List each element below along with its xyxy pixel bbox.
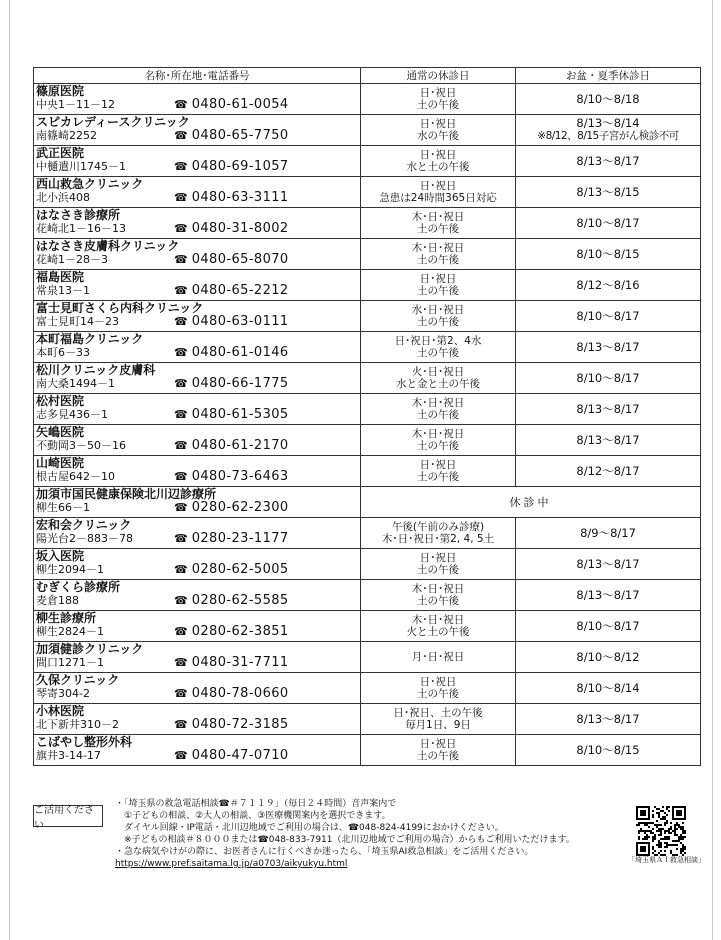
- summer-closure: [516, 177, 701, 208]
- summer-closure: [516, 208, 701, 239]
- closed-day-line: 日･祝日: [419, 118, 457, 130]
- table-row: [34, 394, 701, 425]
- closed-day-line: 日･祝日: [419, 552, 457, 564]
- footer-url-link[interactable]: https://www.pref.saitama.lg.jp/a0703/aikyukyu.html: [115, 859, 348, 869]
- closed-day-line: 月･日･祝日: [411, 651, 465, 663]
- clinic-info-cell: [34, 146, 361, 177]
- clinic-info-cell: [34, 704, 361, 735]
- clinic-phone: 0480-61-2170: [191, 438, 289, 453]
- header-name: 名称･所在地･電話番号: [34, 68, 361, 84]
- summer-closure: [516, 146, 701, 177]
- clinic-info-cell: [34, 549, 361, 580]
- phone-icon: ☎: [174, 315, 188, 328]
- closed-day-line: 日･祝日･第2、4水: [394, 335, 482, 347]
- table-row: [34, 580, 701, 611]
- clinic-address: 旗井3-14-17: [36, 749, 101, 762]
- clinic-phone: 0480-66-1775: [191, 376, 289, 391]
- regular-closed-days: [361, 208, 516, 239]
- closure-period: 8/10～8/17: [576, 370, 640, 385]
- closure-period: 8/13～8/15: [576, 184, 640, 199]
- summer-closure: [516, 115, 701, 146]
- phone-icon: ☎: [174, 501, 188, 514]
- clinic-info-cell: [34, 115, 361, 146]
- clinic-info-cell: [34, 394, 361, 425]
- clinic-phone: 0480-47-0710: [191, 748, 289, 763]
- clinic-name: 武正医院: [36, 146, 85, 160]
- clinic-address-phone: [34, 532, 360, 546]
- clinic-address-phone: [34, 718, 360, 732]
- clinic-name: 矢嶋医院: [36, 425, 85, 439]
- closure-period: 8/13～8/17: [576, 711, 640, 726]
- clinic-name: 本町福島クリニック: [36, 332, 144, 346]
- closure-period: 8/13～8/17: [576, 556, 640, 571]
- closed-day-line: 土の午後: [417, 595, 459, 607]
- summer-closure: [516, 332, 701, 363]
- closed-day-line: 土の午後: [417, 285, 459, 297]
- closed-day-line: 日･祝日: [419, 738, 457, 750]
- clinic-address: 北下新井310－2: [36, 718, 119, 731]
- table-row: [34, 115, 701, 146]
- closure-period: 8/12～8/16: [576, 277, 640, 292]
- closure-period: 8/10～8/18: [576, 91, 640, 106]
- clinic-address-phone: [34, 160, 360, 174]
- closed-day-line: 木･日･祝日: [411, 242, 465, 254]
- clinic-name: 坂入医院: [36, 549, 85, 563]
- closed-day-line: 水の午後: [417, 130, 459, 142]
- clinic-name: 西山救急クリニック: [36, 177, 144, 191]
- clinic-name: 宏和会クリニック: [36, 518, 132, 532]
- closure-note: ※8/12、8/15子宮がん検診不可: [537, 130, 679, 142]
- phone-icon: ☎: [174, 346, 188, 359]
- clinic-phone: 0280-23-1177: [191, 531, 289, 546]
- phone-icon: ☎: [174, 284, 188, 297]
- clinic-name: 柳生診療所: [36, 611, 97, 625]
- clinic-name: 松村医院: [36, 394, 85, 408]
- summer-closure: [516, 611, 701, 642]
- summer-closure: [516, 84, 701, 115]
- clinic-phone: 0280-62-5005: [191, 562, 289, 577]
- summer-closure: [516, 673, 701, 704]
- regular-closed-days: [361, 735, 516, 766]
- phone-icon: ☎: [174, 377, 188, 390]
- regular-closed-days: [361, 239, 516, 270]
- clinic-phone: 0480-31-8002: [191, 221, 289, 236]
- footer-line: ※子どもの相談＃８０００または☎048-833-7911（北川辺地域でご利用の場合）からもご利用いただけます。: [115, 835, 575, 845]
- header-summer-closure: お盆・夏季休診日: [516, 68, 701, 84]
- closure-period: 8/13～8/17: [576, 432, 640, 447]
- closure-period: 8/10～8/17: [576, 308, 640, 323]
- regular-closed-days: [361, 673, 516, 704]
- table-row: [34, 735, 701, 766]
- table-row: [34, 425, 701, 456]
- clinic-info-cell: [34, 84, 361, 115]
- summer-closure: [516, 270, 701, 301]
- closed-day-line: 土の午後: [417, 564, 459, 576]
- phone-icon: ☎: [174, 718, 188, 731]
- footer-line: ①子どもの相談、②大人の相談、③医療機関案内を選択できます。: [115, 811, 391, 821]
- regular-closed-days: [361, 363, 516, 394]
- clinic-phone: 0480-65-2212: [191, 283, 289, 298]
- clinic-name: 富士見町さくら内科クリニック: [36, 301, 204, 315]
- closed-day-line: 土の午後: [417, 316, 459, 328]
- closed-day-line: 木･日･祝日･第2, 4, 5土: [381, 533, 495, 545]
- closed-day-line: 木･日･祝日: [411, 397, 465, 409]
- footer-label: ご活用ください: [33, 805, 103, 827]
- table-row: [34, 518, 701, 549]
- phone-icon: ☎: [174, 191, 188, 204]
- clinic-name: 加須健診クリニック: [36, 642, 144, 656]
- summer-closure: [516, 394, 701, 425]
- clinic-address-phone: [34, 408, 360, 422]
- phone-icon: ☎: [174, 625, 188, 638]
- closed-day-line: 土の午後: [417, 223, 459, 235]
- qr-code-icon: [636, 806, 686, 856]
- clinic-phone: 0280-62-3851: [191, 624, 289, 639]
- table-row: [34, 611, 701, 642]
- table-row: [34, 673, 701, 704]
- summer-closure: [516, 456, 701, 487]
- clinic-info-cell: [34, 611, 361, 642]
- table-header-row: [34, 68, 701, 84]
- clinic-phone: 0480-61-0054: [191, 97, 289, 112]
- closed-day-line: 土の午後: [417, 254, 459, 266]
- summer-closure: [516, 239, 701, 270]
- table-row: [34, 146, 701, 177]
- footer-notes: [115, 798, 605, 870]
- table-row: [34, 487, 701, 518]
- regular-closed-days: [361, 115, 516, 146]
- status-merged: 休診中: [361, 487, 701, 518]
- clinic-name: 松川クリニック皮膚科: [36, 363, 156, 377]
- phone-icon: ☎: [174, 439, 188, 452]
- clinic-address: 北小浜408: [36, 191, 90, 204]
- phone-icon: ☎: [174, 687, 188, 700]
- closed-day-line: 毎月1日、9日: [405, 719, 471, 731]
- closed-day-line: 土の午後: [417, 471, 459, 483]
- clinic-info-cell: [34, 456, 361, 487]
- table-row: [34, 301, 701, 332]
- clinic-address-phone: [34, 98, 360, 112]
- closure-period: 8/10～8/15: [576, 742, 640, 757]
- clinic-address: 南大桑1494－1: [36, 377, 115, 390]
- clinic-name: 福島医院: [36, 270, 85, 284]
- qr-caption: 「埼玉県ＡＩ救急相談」: [628, 856, 705, 864]
- clinic-name: スピカレディースクリニック: [36, 115, 190, 129]
- clinic-phone: 0480-61-5305: [191, 407, 289, 422]
- clinic-name: こばやし整形外科: [36, 735, 133, 749]
- closure-period: 8/10～8/17: [576, 618, 640, 633]
- clinic-address: 南篠崎2252: [36, 129, 97, 142]
- clinic-address: 不動岡3－50－16: [36, 439, 126, 452]
- clinic-name: 小林医院: [36, 704, 85, 718]
- clinic-phone: 0480-65-8070: [191, 252, 289, 267]
- table-row: [34, 270, 701, 301]
- table-row: [34, 208, 701, 239]
- phone-icon: ☎: [174, 594, 188, 607]
- closed-day-line: 日･祝日: [419, 87, 457, 99]
- left-edge-line: [9, 0, 10, 940]
- clinic-name: 加須市国民健康保険北川辺診療所: [36, 487, 217, 501]
- table-row: [34, 456, 701, 487]
- phone-icon: ☎: [174, 160, 188, 173]
- clinic-address-phone: [34, 222, 360, 236]
- table-row: [34, 642, 701, 673]
- summer-closure: [516, 549, 701, 580]
- clinic-address: 陽光台2－883－78: [36, 532, 133, 545]
- phone-icon: ☎: [174, 222, 188, 235]
- phone-icon: ☎: [174, 98, 188, 111]
- closure-period: 8/10～8/12: [576, 649, 640, 664]
- clinic-phone: 0480-61-0146: [191, 345, 289, 360]
- summer-closure: [516, 425, 701, 456]
- summer-closure: [516, 301, 701, 332]
- clinic-address-phone: [34, 377, 360, 391]
- table-row: [34, 363, 701, 394]
- clinic-info-cell: [34, 580, 361, 611]
- footer-line: ・急な病気やけがの際に、お医者さんに行くべきか迷ったら、「埼玉県AI救急相談」をご活用ください。: [115, 847, 534, 857]
- clinic-phone: 0480-31-7711: [191, 655, 289, 670]
- clinic-name: 篠原医院: [36, 84, 85, 98]
- closure-period: 8/9～8/17: [580, 525, 636, 540]
- regular-closed-days: [361, 394, 516, 425]
- clinic-info-cell: [34, 735, 361, 766]
- summer-closure: [516, 704, 701, 735]
- regular-closed-days: [361, 549, 516, 580]
- clinic-phone: 0480-63-3111: [191, 190, 289, 205]
- clinic-info-cell: [34, 301, 361, 332]
- table-row: [34, 177, 701, 208]
- clinic-address: 中央1－11－12: [36, 98, 115, 111]
- phone-icon: ☎: [174, 749, 188, 762]
- closed-day-line: 水と金と土の午後: [396, 378, 480, 390]
- closed-day-line: 日･祝日、土の午後: [393, 707, 483, 719]
- regular-closed-days: [361, 146, 516, 177]
- clinic-address: 花崎1－28－3: [36, 253, 108, 266]
- closed-day-line: 土の午後: [417, 688, 459, 700]
- clinic-address-phone: [34, 470, 360, 484]
- phone-icon: ☎: [174, 408, 188, 421]
- clinic-info-cell: [34, 239, 361, 270]
- clinic-address-phone: [34, 346, 360, 360]
- regular-closed-days: [361, 332, 516, 363]
- closed-day-line: 午後(午前のみ診療): [391, 521, 485, 533]
- summer-closure: [516, 363, 701, 394]
- regular-closed-days: [361, 425, 516, 456]
- clinic-info-cell: [34, 208, 361, 239]
- closed-day-line: 日･祝日: [419, 180, 457, 192]
- header-closed-days: 通常の休診日: [361, 68, 516, 84]
- phone-icon: ☎: [174, 470, 188, 483]
- phone-icon: ☎: [174, 656, 188, 669]
- regular-closed-days: [361, 642, 516, 673]
- clinic-info-cell: [34, 270, 361, 301]
- closure-period: 8/13～8/17: [576, 401, 640, 416]
- closure-period: 8/13～8/14: [576, 116, 640, 130]
- clinic-address: 柳生2094－1: [36, 563, 104, 576]
- closed-day-line: 火と土の午後: [406, 626, 470, 638]
- closed-day-line: 木･日･祝日: [411, 614, 465, 626]
- closed-day-line: 日･祝日: [419, 676, 457, 688]
- clinic-address-phone: [34, 284, 360, 298]
- clinic-address: 琴寄304-2: [36, 687, 90, 700]
- closed-day-line: 水と土の午後: [406, 161, 470, 173]
- closure-period: 8/13～8/17: [576, 339, 640, 354]
- regular-closed-days: [361, 177, 516, 208]
- closed-day-line: 土の午後: [417, 347, 459, 359]
- clinic-address-phone: [34, 253, 360, 267]
- regular-closed-days: [361, 704, 516, 735]
- clinic-address: 本町6－33: [36, 346, 90, 359]
- regular-closed-days: [361, 301, 516, 332]
- closure-period: 8/12～8/17: [576, 463, 640, 478]
- closure-period: 8/13～8/17: [576, 587, 640, 602]
- clinic-info-cell: [34, 673, 361, 704]
- regular-closed-days: [361, 84, 516, 115]
- clinic-address: 中樋遣川1745－1: [36, 160, 126, 173]
- clinic-name: むぎくら診療所: [36, 580, 121, 594]
- phone-icon: ☎: [174, 129, 188, 142]
- clinic-address: 花崎北1－16－13: [36, 222, 126, 235]
- phone-icon: ☎: [174, 532, 188, 545]
- summer-closure: [516, 580, 701, 611]
- summer-closure: [516, 642, 701, 673]
- closed-day-line: 土の午後: [417, 750, 459, 762]
- closure-period: 8/10～8/17: [576, 215, 640, 230]
- closure-period: 8/13～8/17: [576, 153, 640, 168]
- footer-line: ダイヤル回線・IP電話・北川辺地域でご利用の場合は、☎048-824-4199におかけください。: [115, 823, 504, 833]
- clinic-address: 富士見町14－23: [36, 315, 119, 328]
- closed-day-line: 日･祝日: [419, 459, 457, 471]
- clinic-address-phone: [34, 563, 360, 577]
- closed-day-line: 木･日･祝日: [411, 211, 465, 223]
- closed-day-line: 日･祝日: [419, 149, 457, 161]
- closed-day-line: 日･祝日: [419, 273, 457, 285]
- clinic-info-cell: [34, 332, 361, 363]
- regular-closed-days: [361, 270, 516, 301]
- clinic-info-cell: [34, 425, 361, 456]
- clinic-phone: 0480-69-1057: [191, 159, 289, 174]
- table-row: [34, 84, 701, 115]
- closed-day-line: 土の午後: [417, 440, 459, 452]
- clinic-phone: 0480-78-0660: [191, 686, 289, 701]
- closed-day-line: 木･日･祝日: [411, 428, 465, 440]
- clinic-address-phone: [34, 656, 360, 670]
- regular-closed-days: [361, 611, 516, 642]
- clinic-address-phone: [34, 501, 360, 515]
- clinic-address: 根古屋642－10: [36, 470, 115, 483]
- clinic-address-phone: [34, 749, 360, 763]
- clinic-phone: 0480-65-7750: [191, 128, 289, 143]
- clinic-address: 間口1271－1: [36, 656, 104, 669]
- clinic-name: はなさき皮膚科クリニック: [36, 239, 180, 253]
- clinic-phone: 0480-72-3185: [191, 717, 289, 732]
- clinic-name: 久保クリニック: [36, 673, 120, 687]
- clinic-address: 柳生66－1: [36, 501, 90, 514]
- clinic-info-cell: [34, 363, 361, 394]
- closed-day-line: 火･日･祝日: [411, 366, 465, 378]
- regular-closed-days: [361, 456, 516, 487]
- clinic-address: 柳生2824－1: [36, 625, 104, 638]
- clinic-address: 志多見436－1: [36, 408, 108, 421]
- clinic-address: 常泉13－1: [36, 284, 90, 297]
- table-row: [34, 239, 701, 270]
- clinic-phone: 0480-63-0111: [191, 314, 289, 329]
- closed-day-line: 木･日･祝日: [411, 583, 465, 595]
- closed-day-line: 水･日･祝日: [411, 304, 465, 316]
- clinic-table: [33, 67, 701, 766]
- clinic-info-cell: [34, 642, 361, 673]
- clinic-info-cell: [34, 177, 361, 208]
- regular-closed-days: [361, 580, 516, 611]
- phone-icon: ☎: [174, 253, 188, 266]
- clinic-address: 麦倉188: [36, 594, 79, 607]
- footer-line: ・「埼玉県の救急電話相談☎＃７１１９」（毎日２４時間）音声案内で: [115, 799, 397, 809]
- clinic-name: 山崎医院: [36, 456, 85, 470]
- closed-day-line: 土の午後: [417, 99, 459, 111]
- clinic-address-phone: [34, 594, 360, 608]
- phone-icon: ☎: [174, 563, 188, 576]
- clinic-phone: 0480-73-6463: [191, 469, 289, 484]
- clinic-phone: 0280-62-5585: [191, 593, 289, 608]
- clinic-info-cell: [34, 518, 361, 549]
- clinic-address-phone: [34, 129, 360, 143]
- closure-period: 8/10～8/14: [576, 680, 640, 695]
- clinic-address-phone: [34, 191, 360, 205]
- clinic-address-phone: [34, 687, 360, 701]
- regular-closed-days: [361, 518, 516, 549]
- closure-period: 8/10～8/15: [576, 246, 640, 261]
- summer-closure: [516, 518, 701, 549]
- clinic-address-phone: [34, 439, 360, 453]
- clinic-phone: 0280-62-2300: [191, 500, 289, 515]
- table-row: [34, 332, 701, 363]
- right-edge-line: [712, 0, 713, 940]
- clinic-address-phone: [34, 315, 360, 329]
- closed-day-line: 土の午後: [417, 409, 459, 421]
- clinic-address-phone: [34, 625, 360, 639]
- summer-closure: [516, 735, 701, 766]
- closed-day-line: 急患は24時間365日対応: [379, 192, 497, 204]
- clinic-name: はなさき診療所: [36, 208, 121, 222]
- clinic-info-cell: [34, 487, 361, 518]
- table-row: [34, 549, 701, 580]
- table-row: [34, 704, 701, 735]
